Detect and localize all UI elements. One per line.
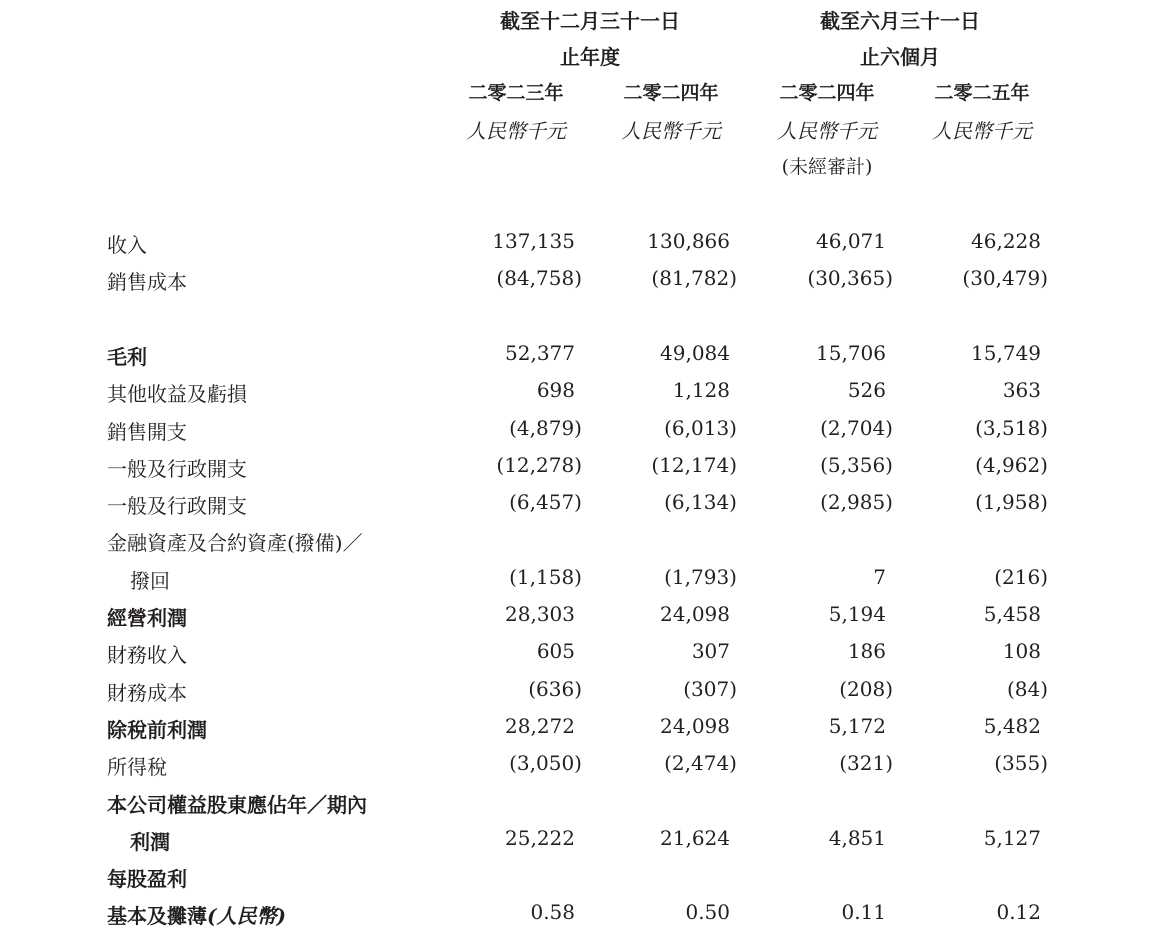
column-currency-3: 人民幣千元	[777, 119, 877, 143]
row-label	[107, 751, 167, 780]
row-value-col-1: (636)	[528, 677, 582, 701]
row-label-text: 財務收入	[107, 643, 187, 667]
row-value-col-3: (5,356)	[820, 453, 893, 477]
row-label	[107, 378, 247, 407]
row-value-col-1: 137,135	[492, 229, 575, 253]
row-label-text: 一般及行政開支	[107, 494, 247, 518]
row-value-col-4: (1,958)	[975, 490, 1048, 514]
row-value-col-1: 52,377	[505, 341, 575, 365]
row-label-text: 一般及行政開支	[107, 457, 247, 481]
row-value-col-4: 5,458	[983, 602, 1041, 626]
row-label	[107, 416, 187, 445]
row-value-col-1: (1,158)	[509, 565, 582, 589]
row-value-col-3: 0.11	[841, 900, 886, 924]
row-label	[107, 602, 187, 631]
row-value-col-2: 0.50	[685, 900, 730, 924]
row-value-col-4: 5,127	[983, 826, 1041, 850]
row-value-col-2: (2,474)	[664, 751, 737, 775]
row-label	[107, 341, 147, 370]
row-label	[107, 639, 187, 668]
row-label-suffix: (人民幣)	[207, 904, 286, 928]
row-value-col-1: 28,303	[505, 602, 575, 626]
row-value-col-2: 24,098	[660, 602, 730, 626]
row-label-text: 利潤	[130, 830, 170, 854]
row-value-col-3: 46,071	[816, 229, 886, 253]
row-label-text: 收入	[107, 233, 147, 257]
row-value-col-1: 25,222	[505, 826, 575, 850]
row-value-col-3: 4,851	[828, 826, 886, 850]
row-label-text: 撥回	[130, 569, 170, 593]
row-value-col-2: 49,084	[660, 341, 730, 365]
row-value-col-3: (208)	[839, 677, 893, 701]
row-value-col-4: (216)	[994, 565, 1048, 589]
row-label-text: 本公司權益股東應佔年／期內	[107, 793, 367, 817]
row-value-col-2: (12,174)	[651, 453, 737, 477]
row-value-col-2: 21,624	[660, 826, 730, 850]
row-value-col-3: 5,172	[828, 714, 886, 738]
row-value-col-1: (6,457)	[509, 490, 582, 514]
row-value-col-1: (3,050)	[509, 751, 582, 775]
row-label	[130, 565, 170, 594]
row-label	[107, 490, 247, 519]
row-value-col-3: (321)	[839, 751, 893, 775]
row-label-text: 經營利潤	[107, 606, 187, 630]
row-label-text: 除稅前利潤	[107, 718, 207, 742]
row-value-col-3: (2,704)	[820, 416, 893, 440]
row-label-text: 銷售成本	[107, 270, 187, 294]
row-label-text: 毛利	[107, 345, 147, 369]
row-value-col-3: 7	[873, 565, 886, 589]
row-value-col-3: 186	[847, 639, 886, 663]
row-value-col-2: 1,128	[672, 378, 730, 402]
row-value-col-2: (307)	[683, 677, 737, 701]
row-value-col-1: (12,278)	[496, 453, 582, 477]
row-value-col-2: 24,098	[660, 714, 730, 738]
row-label	[107, 863, 187, 892]
row-value-col-3: 5,194	[828, 602, 886, 626]
header-year-group-line2: 止年度	[560, 45, 620, 69]
row-value-col-3: 15,706	[816, 341, 886, 365]
row-value-col-1: 605	[536, 639, 575, 663]
row-value-col-4: 0.12	[996, 900, 1041, 924]
row-label-text: 所得稅	[107, 755, 167, 779]
row-value-col-2: (81,782)	[651, 266, 737, 290]
column-currency-1: 人民幣千元	[466, 119, 566, 143]
row-value-col-1: (4,879)	[509, 416, 582, 440]
column-currency-2: 人民幣千元	[621, 119, 721, 143]
row-value-col-4: (4,962)	[975, 453, 1048, 477]
header-year-group-line1: 截至十二月三十一日	[500, 9, 680, 33]
column-year-4: 二零二五年	[934, 82, 1030, 104]
row-label-text: 基本及攤薄	[107, 904, 207, 928]
row-value-col-4: (84)	[1006, 677, 1048, 701]
row-value-col-4: 108	[1002, 639, 1041, 663]
row-label	[130, 826, 170, 855]
row-value-col-2: (1,793)	[664, 565, 737, 589]
row-value-col-2: 130,866	[647, 229, 730, 253]
column-year-1: 二零二三年	[468, 82, 564, 104]
row-value-col-2: (6,134)	[664, 490, 737, 514]
row-label	[107, 229, 147, 258]
row-value-col-3: (2,985)	[820, 490, 893, 514]
row-label	[107, 714, 207, 743]
row-value-col-4: (355)	[994, 751, 1048, 775]
row-value-col-4: 15,749	[971, 341, 1041, 365]
row-value-col-4: (3,518)	[975, 416, 1048, 440]
column-year-3: 二零二四年	[779, 82, 875, 104]
row-label	[107, 789, 367, 818]
column-unaudited-note: (未經審計)	[781, 156, 873, 178]
row-value-col-1: (84,758)	[496, 266, 582, 290]
row-label-text: 其他收益及虧損	[107, 382, 247, 406]
header-half-group-line2: 止六個月	[860, 45, 940, 69]
row-value-col-1: 0.58	[530, 900, 575, 924]
row-value-col-3: (30,365)	[807, 266, 893, 290]
row-label	[107, 266, 187, 295]
row-label-text: 每股盈利	[107, 867, 187, 891]
row-value-col-4: 363	[1002, 378, 1041, 402]
row-value-col-4: (30,479)	[962, 266, 1048, 290]
row-label-text: 銷售開支	[107, 420, 187, 444]
row-value-col-1: 698	[536, 378, 575, 402]
row-value-col-4: 5,482	[983, 714, 1041, 738]
row-label-text: 財務成本	[107, 681, 187, 705]
column-year-2: 二零二四年	[623, 82, 719, 104]
row-value-col-2: (6,013)	[664, 416, 737, 440]
row-label	[107, 900, 286, 929]
row-label	[107, 527, 363, 556]
row-label-text: 金融資產及合約資產(撥備)／	[107, 531, 363, 555]
column-currency-4: 人民幣千元	[932, 119, 1032, 143]
row-label	[107, 677, 187, 706]
header-half-group-line1: 截至六月三十一日	[820, 9, 980, 33]
row-value-col-2: 307	[691, 639, 730, 663]
row-value-col-3: 526	[847, 378, 886, 402]
row-value-col-4: 46,228	[971, 229, 1041, 253]
row-label	[107, 453, 247, 482]
row-value-col-1: 28,272	[505, 714, 575, 738]
